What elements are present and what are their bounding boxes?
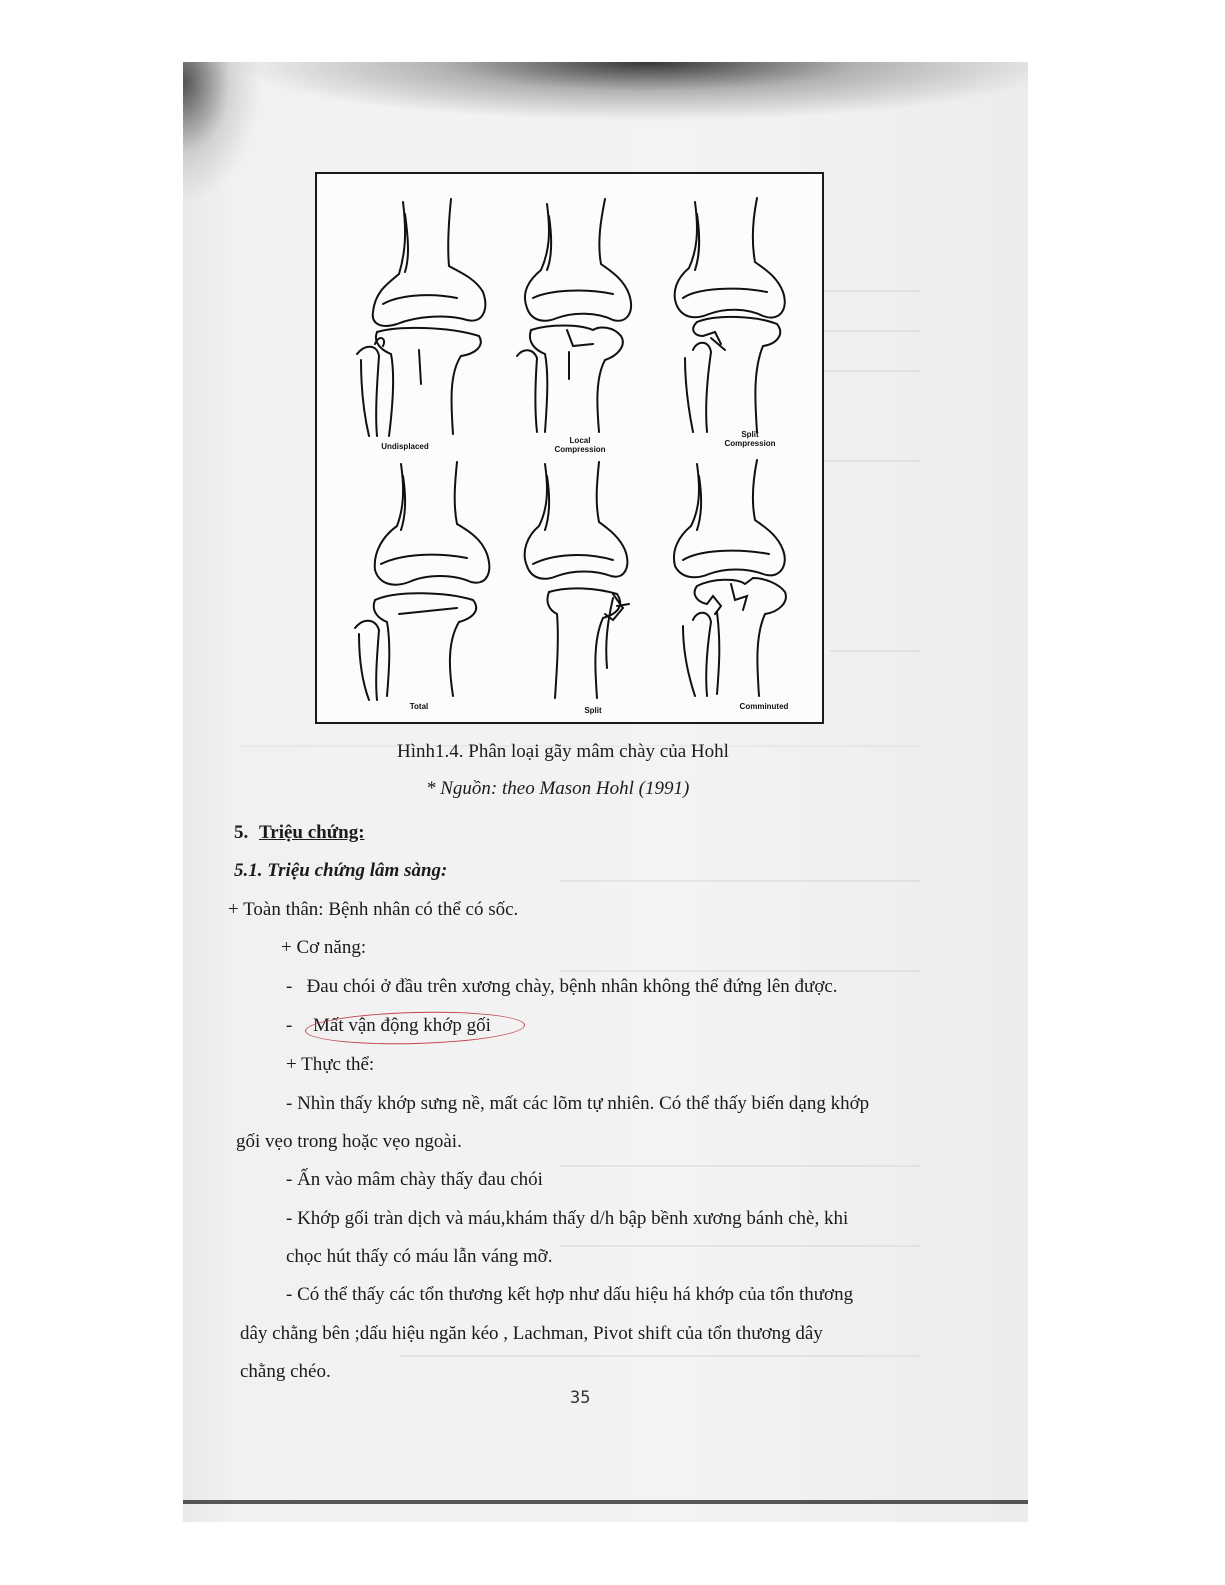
line-co-the-1: - Có thể thấy các tổn thương kết hợp như dấu hiệu há khớp của tổn thương <box>286 1284 854 1305</box>
scan-shadow-left <box>183 62 313 262</box>
figure-caption: Hình1.4. Phân loại gãy mâm chày của Hohl <box>397 741 729 762</box>
knee-local-compression-drawing <box>517 199 631 432</box>
section-5-title: Triệu chứng: <box>259 822 365 843</box>
label-split-compression-line1: Split <box>741 430 759 439</box>
section-5-heading <box>234 822 365 844</box>
line-nhin-thay-1: - Nhìn thấy khớp sưng nề, mất các lõm tự nhiên. Có thể thấy biến dạng khớp <box>286 1093 870 1114</box>
section-5-number: 5. <box>234 822 249 843</box>
page-bottom-edge <box>183 1500 1028 1504</box>
line-dau-choi: - Đau chói ở đầu trên xương chày, bệnh nhân không thể đứng lên được. <box>286 976 838 997</box>
line-co-the-2: dây chằng bên ;dấu hiệu ngăn kéo , Lachman, Pivot shift của tổn thương dây <box>240 1323 823 1344</box>
line-mat-van-dong-dash: - <box>286 1015 293 1036</box>
knee-undisplaced-drawing <box>357 199 485 436</box>
line-toan-than: + Toàn thân: Bệnh nhân có thể có sốc. <box>228 899 519 920</box>
label-undisplaced: Undisplaced <box>381 442 429 451</box>
line-an-vao: - Ấn vào mâm chày thấy đau chói <box>286 1169 543 1190</box>
label-split-compression-line2: Compression <box>724 439 776 448</box>
knee-comminuted-drawing <box>674 460 786 696</box>
figure-source: * Nguồn: theo Mason Hohl (1991) <box>426 778 690 799</box>
label-total: Total <box>409 702 429 711</box>
label-comminuted: Comminuted <box>739 702 789 711</box>
label-local-compression-line1: Local <box>569 436 591 445</box>
knee-split-compression-drawing <box>675 198 785 432</box>
line-co-nang: + Cơ năng: <box>281 937 367 958</box>
knee-split-drawing <box>525 462 629 698</box>
page-number: 35 <box>570 1388 591 1408</box>
label-split: Split <box>584 706 602 715</box>
label-local-compression-line2: Compression <box>554 445 606 454</box>
hohl-classification-figure <box>315 172 824 724</box>
knee-total-drawing <box>355 462 489 700</box>
line-mat-van-dong: Mất vận động khớp gối <box>313 1015 491 1036</box>
section-5-1-heading: 5.1. Triệu chứng lâm sàng: <box>234 860 448 881</box>
line-co-the-3: chằng chéo. <box>240 1361 331 1382</box>
line-thuc-the: + Thực thể: <box>286 1054 375 1075</box>
line-khop-goi-2: chọc hút thấy có máu lẫn váng mỡ. <box>286 1246 553 1267</box>
line-nhin-thay-2: gối vẹo trong hoặc vẹo ngoài. <box>236 1131 462 1152</box>
line-khop-goi-1: - Khớp gối tràn dịch và máu,khám thấy d/h bập bềnh xương bánh chè, khi <box>286 1208 849 1229</box>
